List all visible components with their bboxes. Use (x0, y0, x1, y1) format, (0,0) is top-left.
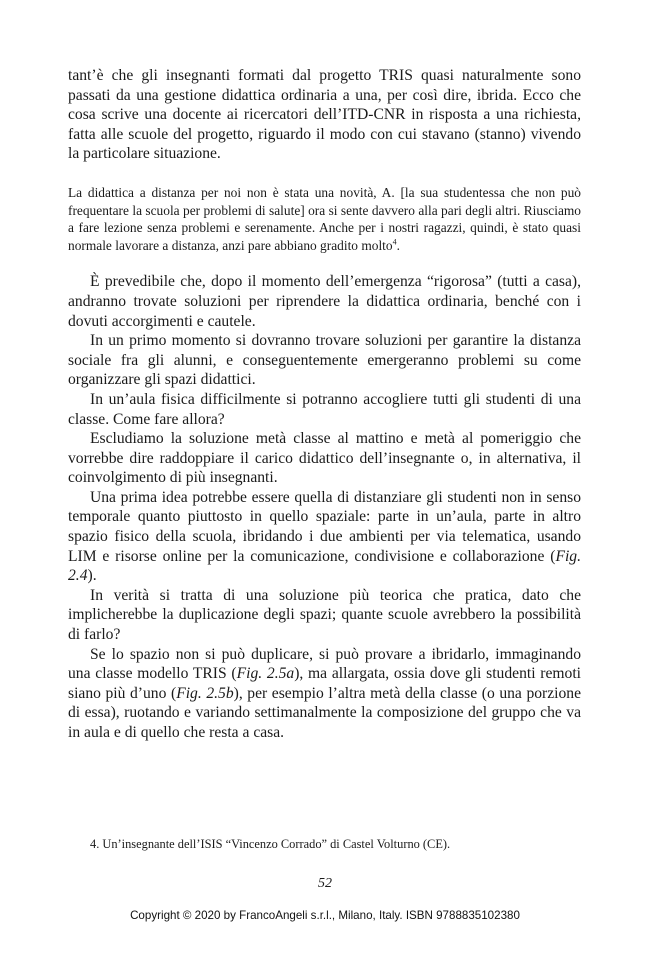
paragraph-7-text-1: Se lo spazio non si può duplicare, si può provare a ibridarlo, immaginando una classe modello TRIS ( (68, 645, 581, 683)
paragraph-5-end: ). (87, 567, 97, 585)
page-number: 52 (318, 876, 332, 891)
paragraph-5 (68, 488, 581, 586)
page-body (68, 66, 581, 743)
figure-ref: Fig. 2.4 (68, 547, 581, 585)
quote-text: La didattica a distanza per noi non è stata una novità, A. [la sua studentessa che non può frequentare la scuola per problemi di salute] ora si sente davvero alla pari degli altri. Riusciamo a fare lezione senza problemi e serenamente. Anche per i nostri ragazzi, quindi, è stato quasi normale lavorare a distanza, anzi pare abbiano gradito molto (68, 184, 581, 253)
intro-paragraph: tant’è che gli insegnanti formati dal progetto TRIS quasi naturalmente sono passati da una gestione didattica ordinaria a una, per così dire, ibrida. Ecco che cosa scrive una docente ai ricercatori dell’ITD-CNR in risposta a una richiesta, fatta alle scuole del progetto, riguardo il modo con cui stavano (stanno) vivendo la particolare situazione. (68, 67, 581, 163)
paragraph-7-text-3: ), per esempio l’altra metà della classe (o una porzione di essa), ruotando e variando settimanalmente la composizione del gruppo che va in aula e di quello che resta a casa. (68, 684, 581, 741)
footnote-ref: 4 (392, 237, 397, 247)
paragraph-7 (68, 645, 581, 743)
paragraph-3: In un’aula fisica difficilmente si potranno accogliere tutti gli studenti di una classe. Come fare allora? (68, 390, 581, 428)
figure-ref: Fig. 2.5a (236, 665, 295, 683)
paragraph-1: È prevedibile che, dopo il momento dell’emergenza “rigorosa” (tutti a casa), andranno trovate soluzioni per riprendere la didattica ordinaria, benché con i dovuti accorgimenti e cautele. (68, 273, 581, 330)
paragraph-5-text: Una prima idea potrebbe essere quella di distanziare gli studenti non in senso temporale quanto piuttosto in quello spaziale: parte in un’aula, parte in altro spazio fisico della scuola, ibridando i due ambienti per via telematica, usando LIM e risorse online per la comunicazione, condivisione e collaborazione ( (68, 488, 581, 565)
paragraph-6: In verità si tratta di una soluzione più teorica che pratica, dato che implicherebbe la duplicazione degli spazi; quante scuole avrebbero la possibilità di farlo? (68, 586, 581, 644)
figure-ref: Fig. 2.5b (176, 684, 234, 702)
paragraph-7-text-2: ), ma allargata, ossia dove gli studenti remoti siano più d’uno ( (68, 665, 581, 702)
paragraph-4: Escludiamo la soluzione metà classe al mattino e metà al pomeriggio che vorrebbe dire raddoppiare il carico didattico dell’insegnante o, in alternativa, il coinvolgimento di più insegnanti. (68, 430, 581, 487)
copyright-notice: Copyright © 2020 by FrancoAngeli s.r.l., Milano, Italy. ISBN 9788835102380 (130, 909, 520, 922)
paragraph-2: In un primo momento si dovranno trovare soluzioni per garantire la distanza sociale fra gli alunni, e conseguentemente emergeranno problemi su come organizzare gli spazi didattici. (68, 332, 581, 389)
footnote: 4. Un’insegnante dell’ISIS “Vincenzo Corrado” di Castel Volturno (CE). (90, 837, 451, 851)
block-quote: La didattica a distanza per noi non è stata una novità, A. [la sua studentessa che non può frequentare la scuola per problemi di salute] ora si sente davvero alla pari degli altri. Riusciamo a fare lezione senza problemi e serenamente. Anche per i nostri ragazzi, quindi, è stato quasi normale lavorare a distanza, anzi pare abbiano gradito molto$^4$. (68, 184, 581, 253)
